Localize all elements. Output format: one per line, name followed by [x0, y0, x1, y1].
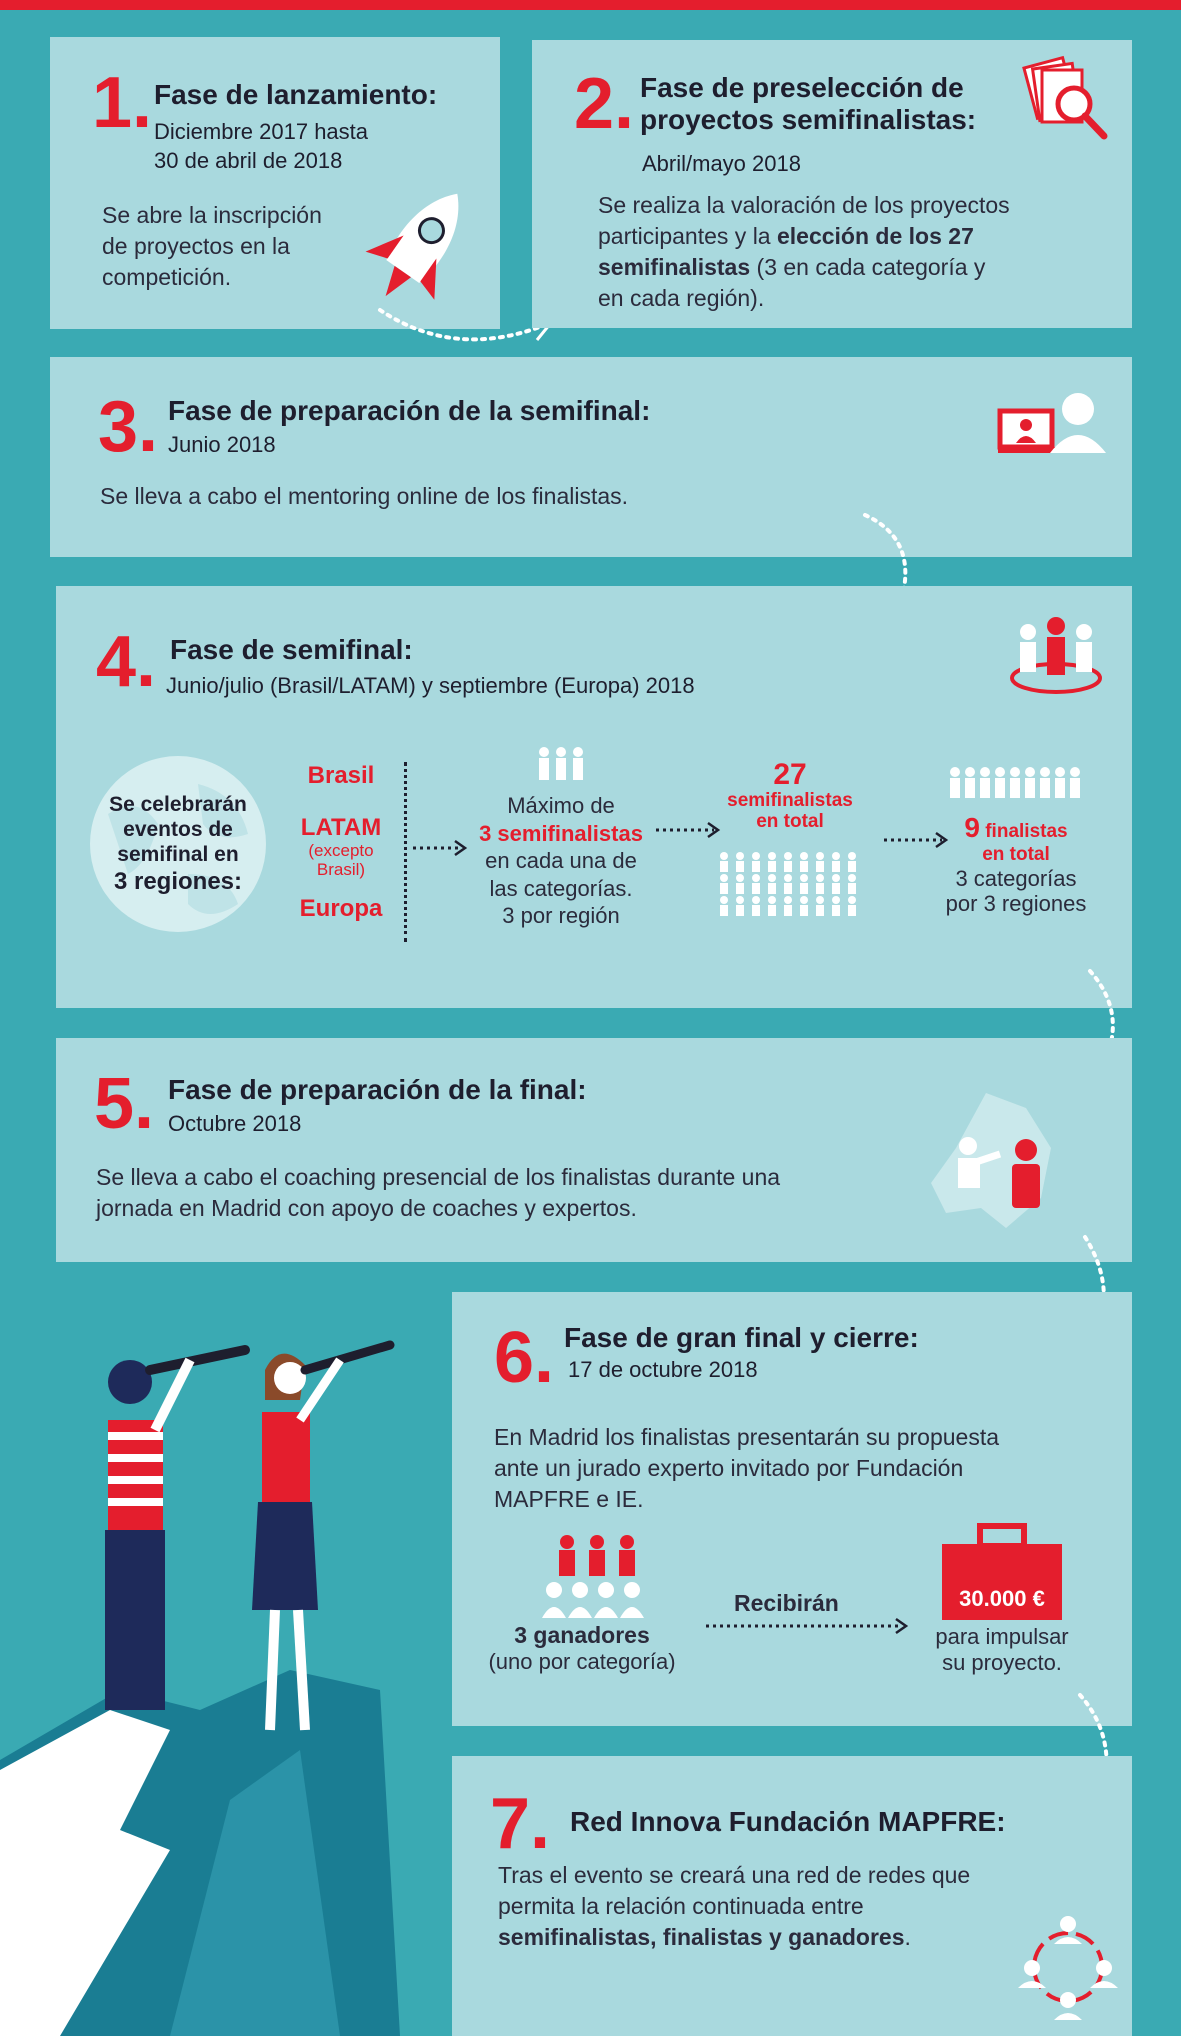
body-line: En Madrid los finalistas presentarán su propuesta [494, 1424, 1000, 1450]
phase-body [498, 1860, 970, 1953]
text-line: en cada una de [485, 848, 637, 873]
receive-label: Recibirán [734, 1590, 839, 1616]
region-latam: LATAM [300, 814, 382, 841]
finalists-row-icon [948, 766, 1088, 802]
final-word: finalistas [979, 821, 1068, 842]
phase-body [102, 200, 322, 293]
body-line: Se lleva a cabo el coaching presencial de los finalistas durante una [96, 1164, 781, 1190]
prize-amount: 30.000 € [959, 1586, 1045, 1611]
phase-number: 2. [574, 64, 635, 144]
rocket-icon [360, 177, 480, 317]
winners-caption [462, 1622, 702, 1675]
region-brasil: Brasil [307, 762, 375, 789]
caption-line: 3 regiones: [113, 867, 243, 895]
phase-date: Octubre 2018 [168, 1111, 302, 1136]
network-icon [1018, 1912, 1118, 2022]
globe-caption [84, 792, 272, 896]
winners-icon [542, 1534, 652, 1624]
body-bold: semifinalistas, finalistas y ganadores [498, 1924, 905, 1951]
body-text: participantes y la [598, 223, 777, 250]
text-line: 3 semifinalistas [479, 820, 643, 846]
phase-body: Se lleva a cabo el mentoring online de los finalistas. [100, 483, 629, 509]
body-bold: elección de los 27 [776, 223, 974, 250]
prize-caption [892, 1624, 1112, 1677]
finalists-line [926, 812, 1106, 844]
phase-number: 7. [490, 1784, 551, 1864]
region-note: Brasil) [316, 859, 366, 879]
phase-date: Abril/mayo 2018 [642, 151, 801, 176]
documents-magnifier-icon [1022, 52, 1112, 142]
body-line: Se abre la inscripción [102, 202, 322, 228]
body-line: MAPFRE e IE. [494, 1486, 644, 1513]
total-number: 27 [773, 758, 807, 791]
phase-title: Red Innova Fundación MAPFRE: [570, 1806, 1006, 1837]
phase-date: Junio/julio (Brasil/LATAM) y septiembre (Europa) 2018 [166, 673, 695, 698]
text-line: Máximo de [507, 793, 615, 818]
phase-number: 4. [96, 622, 157, 702]
body-line [598, 252, 1010, 283]
phase-number: 3. [98, 387, 159, 467]
title-line: Fase de preselección de [640, 72, 964, 103]
phase-1-card [50, 37, 500, 329]
phase-body [96, 1162, 780, 1224]
phase-date [154, 118, 368, 175]
phase-3-card [50, 357, 1132, 557]
region-europa: Europa [299, 895, 383, 923]
winners-note: (uno por categoría) [488, 1649, 676, 1674]
semifinalists-grid-icon [716, 850, 866, 920]
phase-5-card [56, 1038, 1132, 1262]
phase-body [494, 1422, 999, 1515]
online-mentoring-icon [998, 387, 1108, 467]
total-semifinalists [700, 758, 880, 833]
phase-4-card [56, 586, 1132, 1008]
total-label: en total [756, 810, 824, 832]
group-target-icon [1006, 608, 1106, 698]
phase-6-card [452, 1292, 1132, 1726]
total-label: semifinalistas [727, 790, 853, 811]
phase-body [598, 190, 1010, 314]
text-line: 3 por región [502, 903, 620, 928]
body-text: . [904, 1924, 911, 1951]
body-line: ante un jurado experto invitado por Fundación [494, 1455, 964, 1482]
body-line: competición. [102, 264, 232, 291]
three-people-icon [536, 746, 586, 782]
body-line: en cada región). [598, 285, 765, 312]
date-line: Diciembre 2017 hasta [154, 119, 369, 144]
final-label: por 3 regiones [945, 891, 1087, 917]
body-line: jornada en Madrid con apoyo de coaches y expertos. [96, 1195, 637, 1222]
madrid-coaching-icon [926, 1088, 1076, 1238]
total-finalists [926, 812, 1106, 917]
region-note: (excepto [308, 841, 374, 860]
region-divider [404, 762, 407, 942]
explorers-illustration [0, 1330, 450, 2036]
phase-2-card [532, 40, 1132, 328]
body-line: de proyectos en la [102, 233, 290, 260]
phase-date: Junio 2018 [168, 432, 276, 457]
body-line [498, 1922, 970, 1953]
body-line: Se realiza la valoración de los proyectos [598, 192, 1010, 218]
caption-line: semifinal en [117, 843, 239, 867]
body-text: (3 en cada categoría y [750, 254, 986, 281]
phase-number: 5. [94, 1064, 155, 1144]
regions-list [280, 762, 402, 923]
prize-line: para impulsar [935, 1624, 1069, 1649]
caption-line: eventos de [123, 818, 233, 842]
phase-number: 6. [494, 1318, 555, 1398]
winners-label: 3 ganadores [514, 1622, 650, 1648]
phase-title: Fase de preparación de la semifinal: [168, 395, 651, 426]
body-line [598, 221, 1010, 252]
phase-title [640, 72, 976, 136]
final-label: 3 categorías [955, 866, 1077, 892]
phase-title: Fase de gran final y cierre: [564, 1322, 919, 1353]
max-semifinalists-text [456, 792, 666, 930]
phase-title: Fase de semifinal: [170, 634, 413, 665]
body-line: Tras el evento se creará una red de redes que [498, 1862, 971, 1888]
text-line: las categorías. [489, 875, 633, 901]
dotted-arrow [704, 1616, 914, 1636]
body-line: permita la relación continuada entre [498, 1893, 864, 1920]
prize-line: su proyecto. [942, 1650, 1062, 1676]
phase-date: 17 de octubre 2018 [568, 1357, 758, 1382]
phase-title: Fase de lanzamiento: [154, 79, 438, 110]
phase-number: 1. [92, 63, 153, 143]
top-accent-bar [0, 0, 1181, 10]
caption-line: Se celebrarán [109, 793, 247, 816]
title-line: proyectos semifinalistas: [640, 104, 977, 136]
final-number: 9 [964, 812, 980, 843]
body-bold: semifinalistas [598, 254, 751, 281]
phase-title: Fase de preparación de la final: [168, 1074, 587, 1105]
phase-7-card [452, 1756, 1132, 2036]
final-label: en total [982, 844, 1050, 866]
date-line: 30 de abril de 2018 [154, 147, 343, 173]
